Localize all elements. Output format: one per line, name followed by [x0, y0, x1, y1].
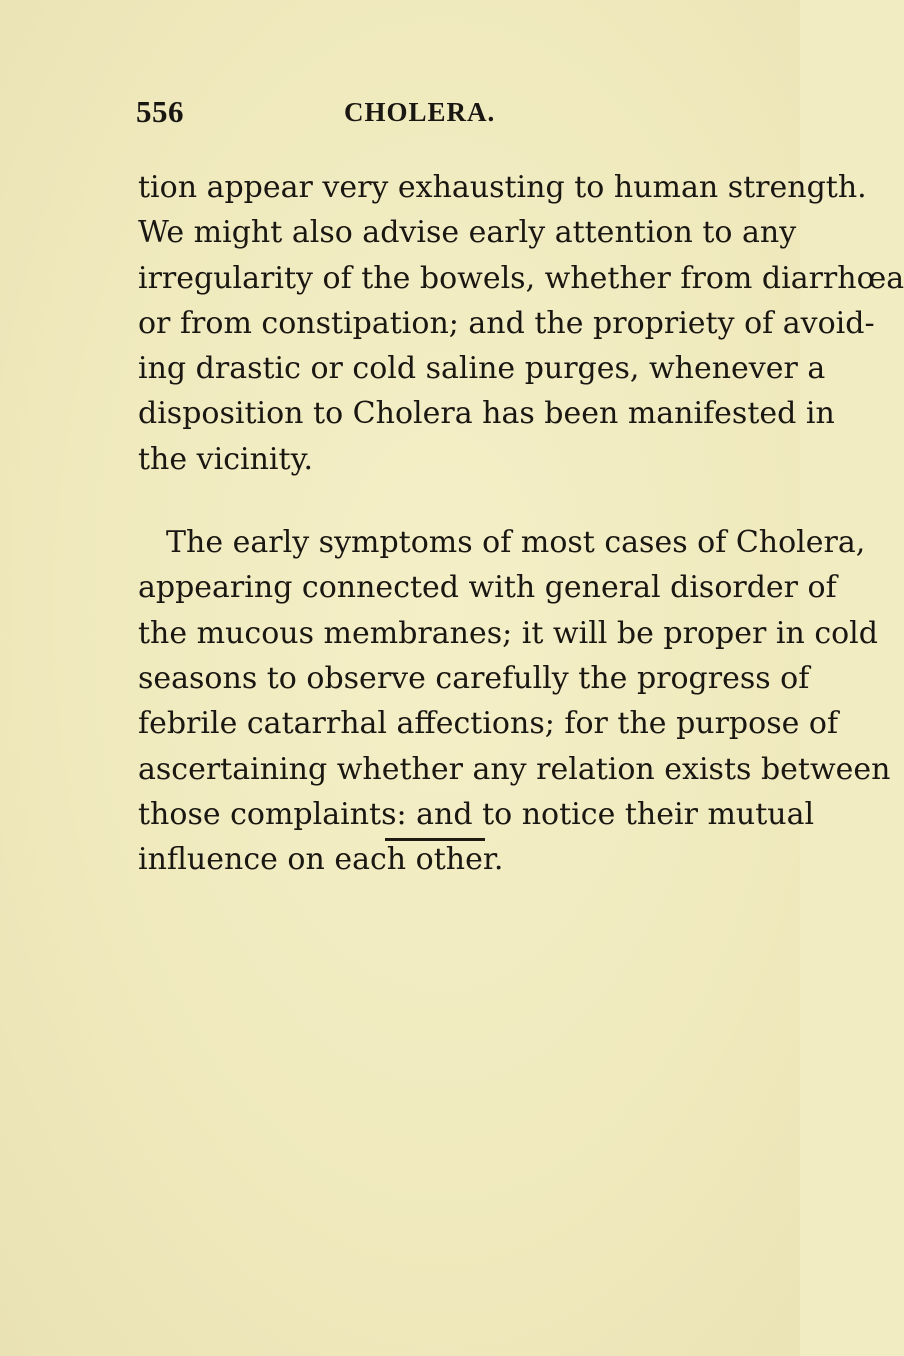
paragraph-2 — [138, 520, 891, 882]
text-line: influence on each other. — [138, 842, 504, 878]
text-line: febrile catarrhal affections; for the purpose of — [138, 706, 839, 742]
running-head — [136, 94, 756, 134]
section-end-rule — [385, 838, 485, 841]
text-line: irregularity of the bowels, whether from diarrhœa — [138, 260, 904, 296]
page-number: 556 — [136, 94, 184, 129]
text-line: or from constipation; and the propriety of avoid- — [138, 305, 875, 341]
text-line: the mucous membranes; it will be proper in cold — [138, 615, 878, 651]
text-line: seasons to observe carefully the progress of — [138, 660, 810, 696]
text-line: We might also advise early attention to any — [138, 215, 797, 251]
text-line: appearing connected with general disorder of — [138, 570, 837, 606]
text-line: the vicinity. — [138, 441, 314, 477]
text-line: disposition to Cholera has been manifested in — [138, 396, 835, 432]
text-line: ing drastic or cold saline purges, whenever a — [138, 351, 826, 387]
text-line: those complaints: and to notice their mutual — [138, 796, 815, 832]
body-text — [138, 165, 904, 882]
running-title: CHOLERA. — [344, 97, 496, 127]
text-line: ascertaining whether any relation exists between — [138, 751, 891, 787]
paragraph-1 — [138, 165, 904, 482]
text-line: The early symptoms of most cases of Cholera, — [166, 525, 866, 561]
text-line: tion appear very exhausting to human strength. — [138, 170, 867, 205]
